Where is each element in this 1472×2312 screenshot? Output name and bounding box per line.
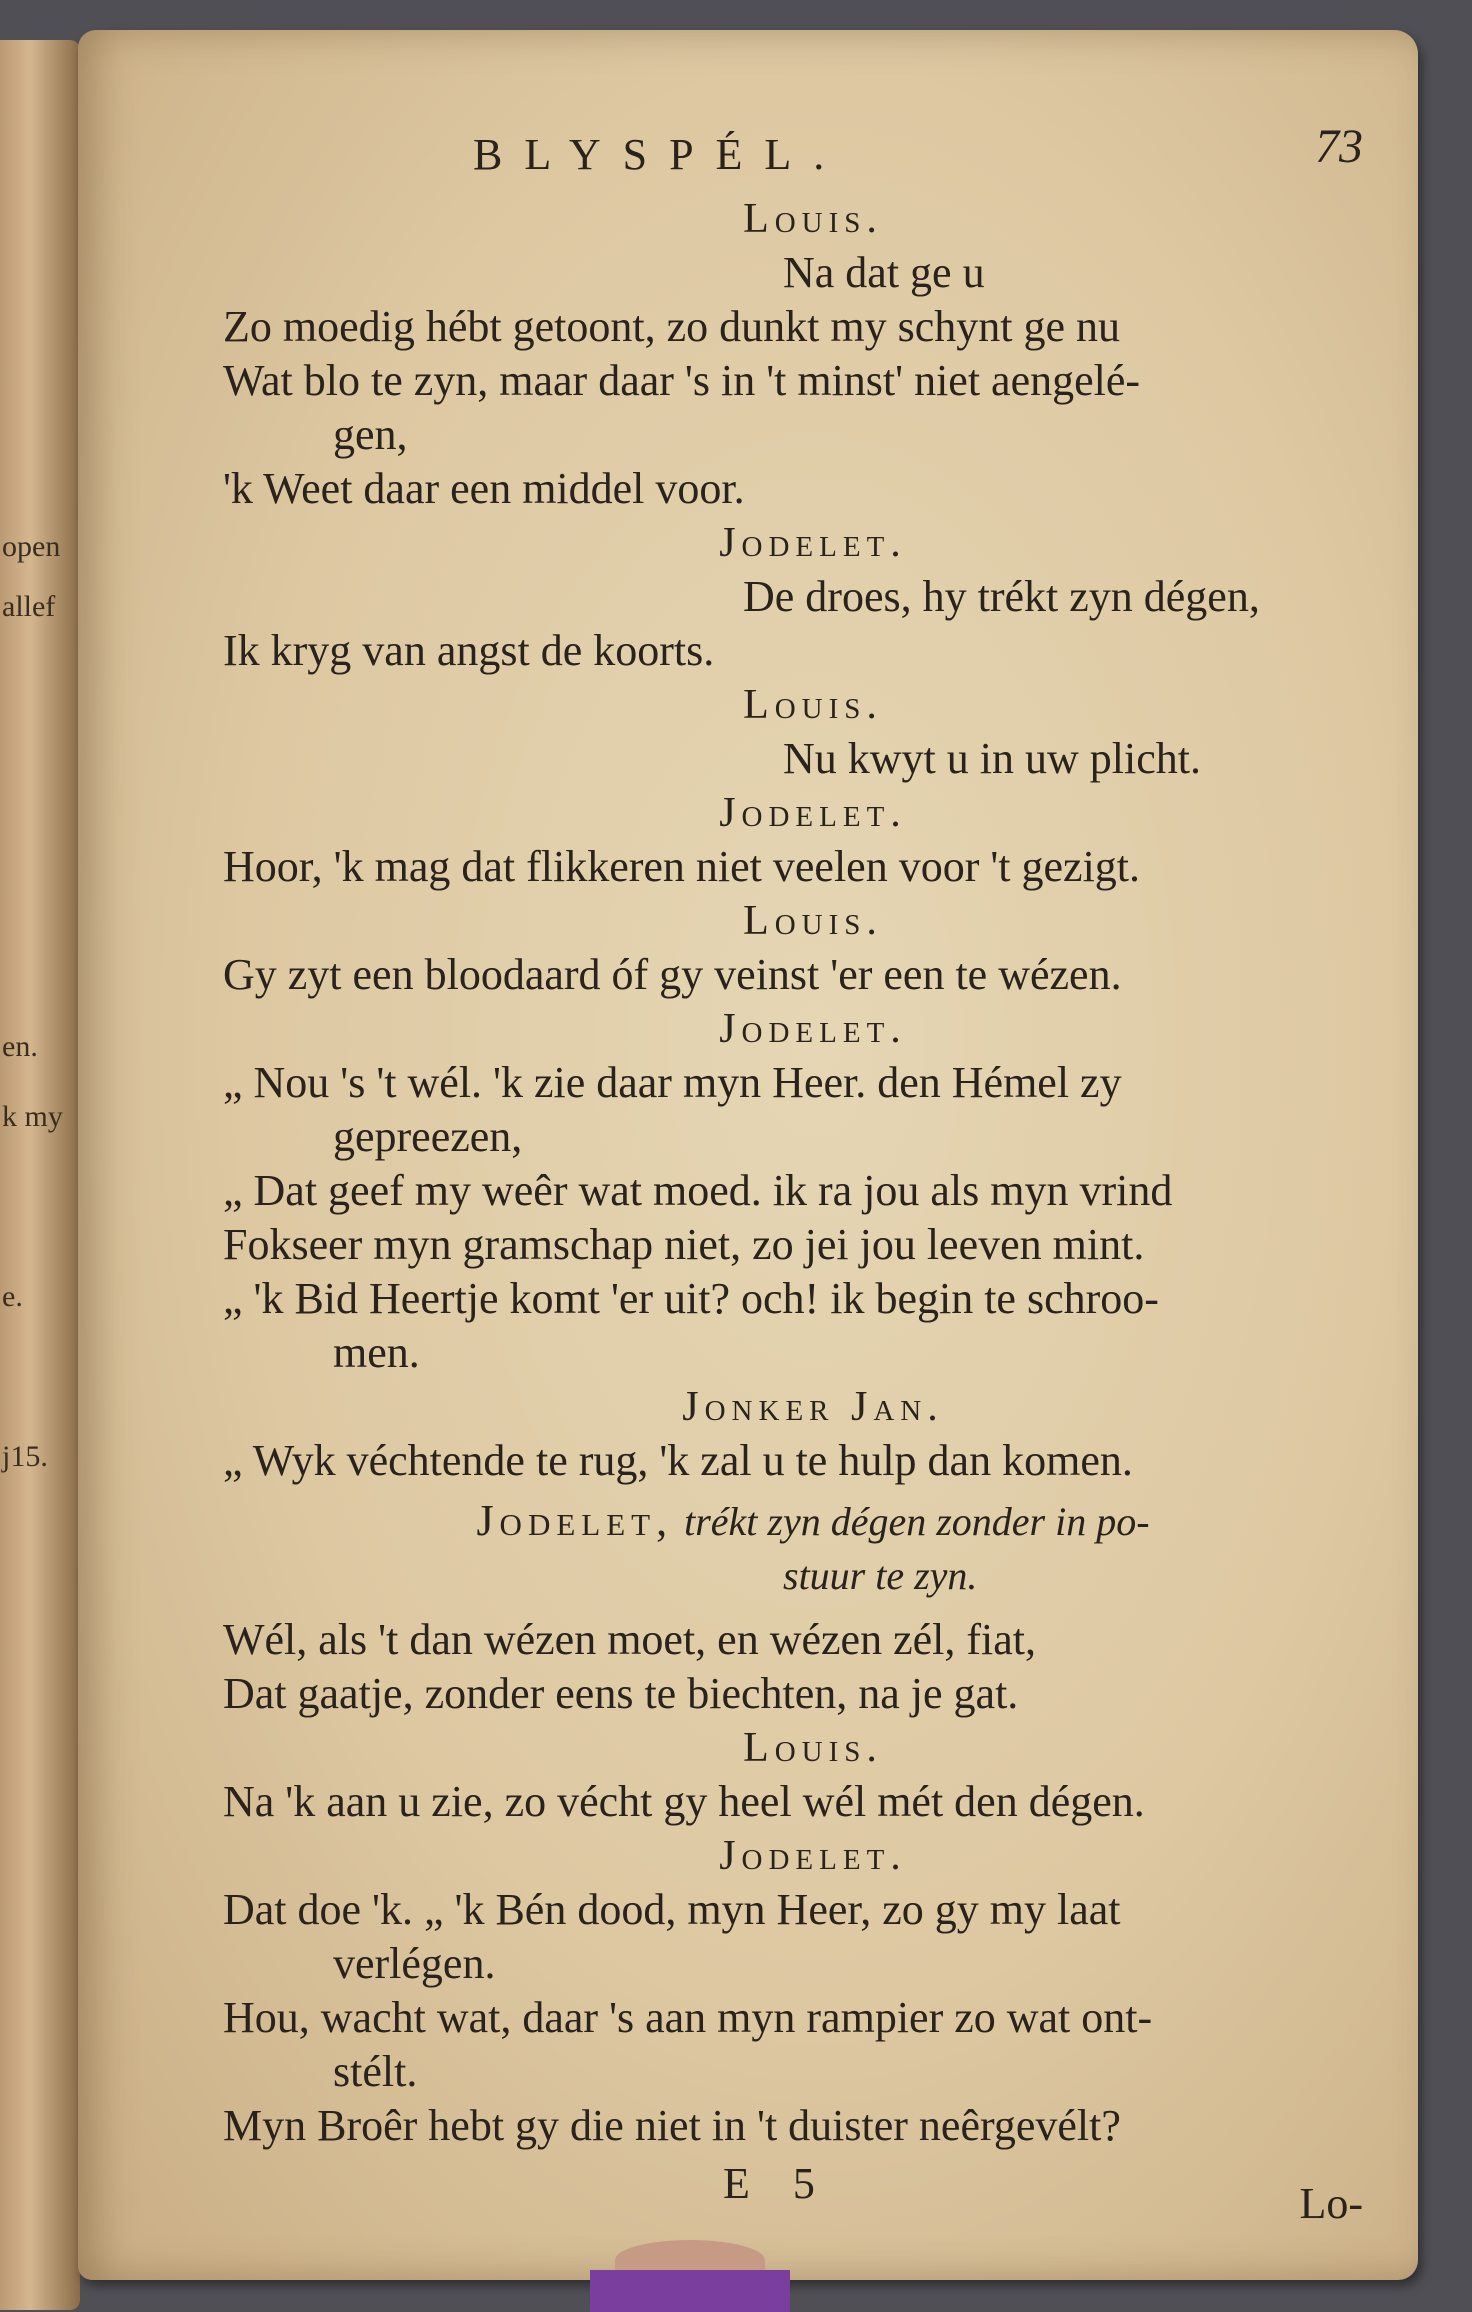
left-page-edge bbox=[0, 40, 80, 2310]
speaker-name: Jodelet. bbox=[719, 1833, 907, 1879]
verse-line: gepreezen, bbox=[333, 1112, 523, 1161]
running-title: BLYSPÉL. bbox=[473, 130, 847, 179]
verse-line: Zo moedig hébt getoont, zo dunkt my schynt ge nu bbox=[223, 302, 1120, 351]
page-text bbox=[223, 120, 1403, 2227]
speaker-name: Jodelet. bbox=[719, 790, 907, 836]
left-page-fragment: en. bbox=[2, 1030, 38, 1063]
page-number: 73 bbox=[1315, 120, 1363, 173]
verse-line: Dat gaatje, zonder eens te biechten, na je gat. bbox=[223, 1669, 1019, 1718]
speaker-name: Louis. bbox=[743, 682, 883, 728]
verse-line: verlégen. bbox=[333, 1939, 496, 1988]
verse-line: Hoor, 'k mag dat flikkeren niet veelen voor 't gezigt. bbox=[223, 842, 1141, 891]
verse-line: Gy zyt een bloodaard óf gy veinst 'er een te wézen. bbox=[223, 950, 1122, 999]
speaker-name: Jonker Jan. bbox=[682, 1384, 944, 1430]
verse-line: Fokseer myn gramschap niet, zo jei jou leeven mint. bbox=[223, 1220, 1145, 1269]
verse-line: Wat blo te zyn, maar daar 's in 't minst' niet aengelé- bbox=[223, 356, 1141, 405]
verse-line: „ Wyk véchtende te rug, 'k zal u te hulp dan komen. bbox=[223, 1436, 1133, 1485]
verse-line: stélt. bbox=[333, 2047, 418, 2096]
verse-line: Ik kryg van angst de koorts. bbox=[223, 626, 715, 675]
signature-mark: E 5 bbox=[723, 2159, 831, 2208]
left-page-fragment: e. bbox=[2, 1280, 23, 1313]
speaker-name: Jodelet, bbox=[476, 1496, 674, 1545]
purple-ribbon bbox=[590, 2270, 790, 2312]
verse-line: Dat doe 'k. „ 'k Bén dood, myn Heer, zo gy my laat bbox=[223, 1885, 1121, 1934]
verse-line: De droes, hy trékt zyn dégen, bbox=[743, 572, 1260, 621]
speaker-name: Louis. bbox=[743, 1725, 883, 1771]
verse-line: Hou, wacht wat, daar 's aan myn rampier zo wat ont- bbox=[223, 1993, 1153, 2042]
speaker-name: Louis. bbox=[743, 196, 883, 242]
verse-line: „ Dat geef my weêr wat moed. ik ra jou als myn vrind bbox=[223, 1166, 1173, 1215]
verse-line: gen, bbox=[333, 410, 408, 459]
page-footer bbox=[223, 2157, 1403, 2227]
left-page-fragment: allef bbox=[2, 590, 56, 623]
catchword: Lo- bbox=[1299, 2179, 1363, 2228]
verse-line: 'k Weet daar een middel voor. bbox=[223, 464, 745, 513]
stage-direction-text: trékt zyn dégen zonder in po- bbox=[684, 1499, 1150, 1544]
stage-direction bbox=[223, 1494, 1403, 1549]
left-page-fragment: k my bbox=[2, 1100, 63, 1133]
speaker-name: Jodelet. bbox=[719, 1006, 907, 1052]
left-page-fragment: j15. bbox=[2, 1440, 48, 1473]
speaker-name: Louis. bbox=[743, 898, 883, 944]
verse-line: Myn Broêr hebt gy die niet in 't duister neêrgevélt? bbox=[223, 2101, 1121, 2150]
verse-line: men. bbox=[333, 1328, 420, 1377]
verse-line: „ Nou 's 't wél. 'k zie daar myn Heer. den Hémel zy bbox=[223, 1058, 1122, 1107]
verse-line: „ 'k Bid Heertje komt 'er uit? och! ik begin te schroo- bbox=[223, 1274, 1159, 1323]
verse-line: Nu kwyt u in uw plicht. bbox=[783, 734, 1201, 783]
verse-line: Na dat ge u bbox=[783, 248, 985, 297]
left-page-fragment: open bbox=[2, 530, 61, 563]
page-header bbox=[223, 120, 1403, 192]
speaker-name: Jodelet. bbox=[719, 520, 907, 566]
verse-line: Wél, als 't dan wézen moet, en wézen zél, fiat, bbox=[223, 1615, 1036, 1664]
stage-direction-text: stuur te zyn. bbox=[783, 1553, 978, 1598]
book-page bbox=[78, 30, 1418, 2280]
verse-line: Na 'k aan u zie, zo vécht gy heel wél mét den dégen. bbox=[223, 1777, 1145, 1826]
